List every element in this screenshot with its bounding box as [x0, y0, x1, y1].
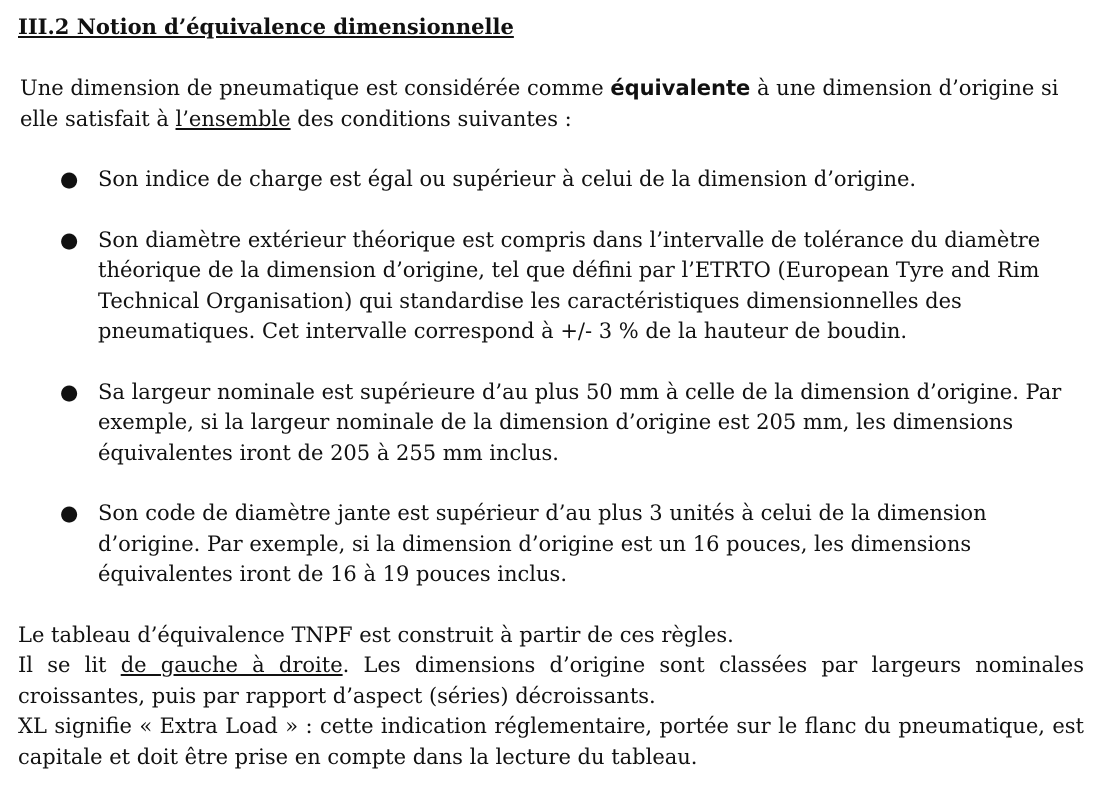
- condition-text: Son code de diamètre jante est supérieur d’au plus 3 unités à celui de la dimension d’origine. Par exemple, si la dimension d’origine est un 16 pouces, les dimensions équivalentes iront de 16 à 19 pouces inclus.: [98, 501, 987, 586]
- closing-line-2: [18, 650, 1084, 711]
- document-page: [18, 12, 1084, 772]
- closing-line-3: XL signifie « Extra Load » : cette indication réglementaire, portée sur le flanc du pneumatique, est capitale et doit être prise en compte dans la lecture du tableau.: [18, 714, 1084, 769]
- closing-line-2-suffix: . Les dimensions d’origine sont classées par largeurs nominales croissantes, puis par rapport d’aspect (séries) décroissants.: [18, 653, 1084, 708]
- condition-text: Son diamètre extérieur théorique est compris dans l’intervalle de tolérance du diamètre théorique de la dimension d’origine, tel que défini par l’ETRTO (European Tyre and Rim Technical Organisation) qui standardise les caractéristiques dimensionnelles des pneumatiques. Cet intervalle correspond à +/- 3 % de la hauteur de boudin.: [98, 227, 1041, 343]
- closing-paragraph: [18, 620, 1084, 773]
- intro-underlined-term: l’ensemble: [175, 106, 291, 131]
- list-item: [18, 377, 1084, 469]
- intro-text-part1: Une dimension de pneumatique est considérée comme: [20, 76, 611, 100]
- bullet-icon: ●: [60, 501, 79, 525]
- closing-line-1: Le tableau d’équivalence TNPF est construit à partir de ces règles.: [18, 622, 734, 647]
- closing-line-2-prefix: Il se lit: [18, 653, 121, 677]
- intro-paragraph: [20, 73, 1084, 134]
- bullet-icon: ●: [60, 379, 79, 404]
- intro-text-part2: à une dimension d’origine si elle satisfait à: [20, 76, 1059, 131]
- list-item: [18, 164, 1084, 195]
- bullet-icon: ●: [60, 227, 79, 252]
- conditions-list: [18, 164, 1084, 590]
- section-heading: III.2 Notion d’équivalence dimensionnelle: [18, 14, 514, 39]
- list-item: [18, 225, 1084, 347]
- condition-text: Son indice de charge est égal ou supérieur à celui de la dimension d’origine.: [98, 167, 917, 191]
- closing-line-2-underlined: de gauche à droite: [120, 653, 343, 677]
- bullet-icon: ●: [60, 167, 79, 191]
- intro-text-part3: des conditions suivantes :: [290, 106, 572, 131]
- list-item: [18, 498, 1084, 590]
- condition-text: Sa largeur nominale est supérieure d’au plus 50 mm à celle de la dimension d’origine. Par exemple, si la largeur nominale de la dimension d’origine est 205 mm, les dimensions équivalentes iront de 205 à 255 mm inclus.: [98, 379, 1062, 465]
- intro-bold-term: équivalente: [610, 76, 751, 100]
